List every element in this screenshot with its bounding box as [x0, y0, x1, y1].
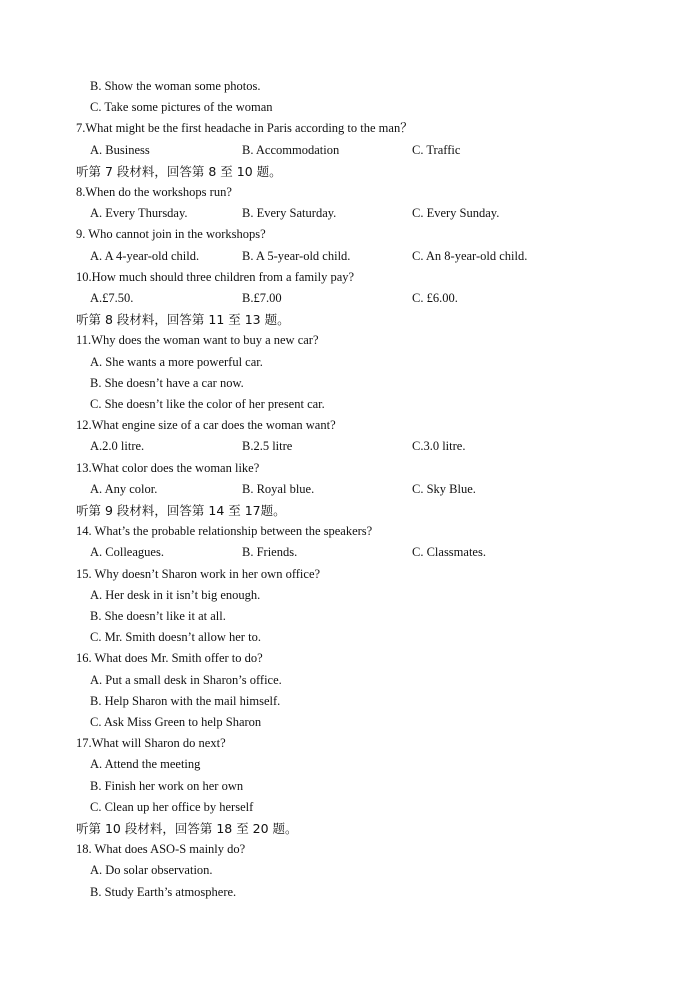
answer-option: A. Any color. — [90, 482, 158, 496]
answer-option: C. An 8-year-old child. — [412, 249, 528, 263]
answer-option: B. Every Saturday. — [242, 206, 337, 220]
answer-option: C. Traffic — [412, 143, 461, 157]
answer-option: A.2.0 litre. — [90, 439, 145, 453]
answer-option: A. She wants a more powerful car. — [90, 355, 263, 369]
question-text: 18. What does ASO-S mainly do? — [76, 842, 246, 856]
answer-option: B. Study Earth’s atmosphere. — [90, 885, 237, 899]
answer-option: B. Finish her work on her own — [90, 779, 244, 793]
answer-option: B. She doesn’t have a car now. — [90, 376, 244, 390]
question-text: 8.When do the workshops run? — [76, 185, 232, 199]
answer-option: A. Do solar observation. — [90, 863, 213, 877]
answer-option: C. Mr. Smith doesn’t allow her to. — [90, 630, 261, 644]
answer-option: A. Put a small desk in Sharon’s office. — [90, 673, 282, 687]
answer-option: A. Her desk in it isn’t big enough. — [90, 588, 261, 602]
answer-option: B.£7.00 — [242, 291, 282, 305]
answer-options-row — [0, 288, 696, 309]
answer-option: C. She doesn’t like the color of her present car. — [90, 397, 325, 411]
answer-option: C.3.0 litre. — [412, 439, 466, 453]
question-text: 12.What engine size of a car does the woman want? — [76, 418, 336, 432]
answer-option: C. Sky Blue. — [412, 482, 476, 496]
answer-option: B. Show the woman some photos. — [90, 79, 261, 93]
answer-options-row — [0, 140, 696, 161]
answer-option: B. Help Sharon with the mail himself. — [90, 694, 281, 708]
answer-option: C. Clean up her office by herself — [90, 800, 254, 814]
answer-options-row — [0, 436, 696, 457]
answer-options-row — [0, 203, 696, 224]
answer-option: B.2.5 litre — [242, 439, 293, 453]
answer-options-row — [0, 479, 696, 500]
question-text: 14. What’s the probable relationship between the speakers? — [76, 524, 373, 538]
question-text: 16. What does Mr. Smith offer to do? — [76, 651, 263, 665]
answer-option: B. Accommodation — [242, 143, 340, 157]
answer-option: B. Royal blue. — [242, 482, 315, 496]
answer-option: A. Every Thursday. — [90, 206, 188, 220]
answer-option: A. Colleagues. — [90, 545, 164, 559]
answer-option: C. Take some pictures of the woman — [90, 100, 273, 114]
question-text: 15. Why doesn’t Sharon work in her own office? — [76, 567, 321, 581]
question-text: 17.What will Sharon do next? — [76, 736, 226, 750]
answer-options-row — [0, 246, 696, 267]
answer-option: B. Friends. — [242, 545, 298, 559]
question-text: 9. Who cannot join in the workshops? — [76, 227, 266, 241]
question-text: 13.What color does the woman like? — [76, 461, 260, 475]
section-instruction: 听第 10 段材料，回答第 18 至 20 题。 — [76, 821, 298, 836]
question-text: 10.How much should three children from a family pay? — [76, 270, 355, 284]
answer-option: A. A 4-year-old child. — [90, 249, 200, 263]
section-instruction: 听第 9 段材料，回答第 14 至 17题。 — [76, 503, 286, 518]
answer-option: C. £6.00. — [412, 291, 458, 305]
section-instruction: 听第 8 段材料，回答第 11 至 13 题。 — [76, 312, 290, 327]
answer-option: A. Attend the meeting — [90, 757, 201, 771]
question-text: 7.What might be the first headache in Paris according to the man？ — [76, 121, 413, 135]
answer-option: B. She doesn’t like it at all. — [90, 609, 226, 623]
answer-option: C. Classmates. — [412, 545, 486, 559]
answer-option: C. Ask Miss Green to help Sharon — [90, 715, 262, 729]
answer-option: C. Every Sunday. — [412, 206, 500, 220]
answer-options-row — [0, 542, 696, 563]
answer-option: A. Business — [90, 143, 150, 157]
answer-option: A.£7.50. — [90, 291, 134, 305]
section-instruction: 听第 7 段材料，回答第 8 至 10 题。 — [76, 164, 282, 179]
question-text: 11.Why does the woman want to buy a new car? — [76, 333, 319, 347]
answer-option: B. A 5-year-old child. — [242, 249, 351, 263]
